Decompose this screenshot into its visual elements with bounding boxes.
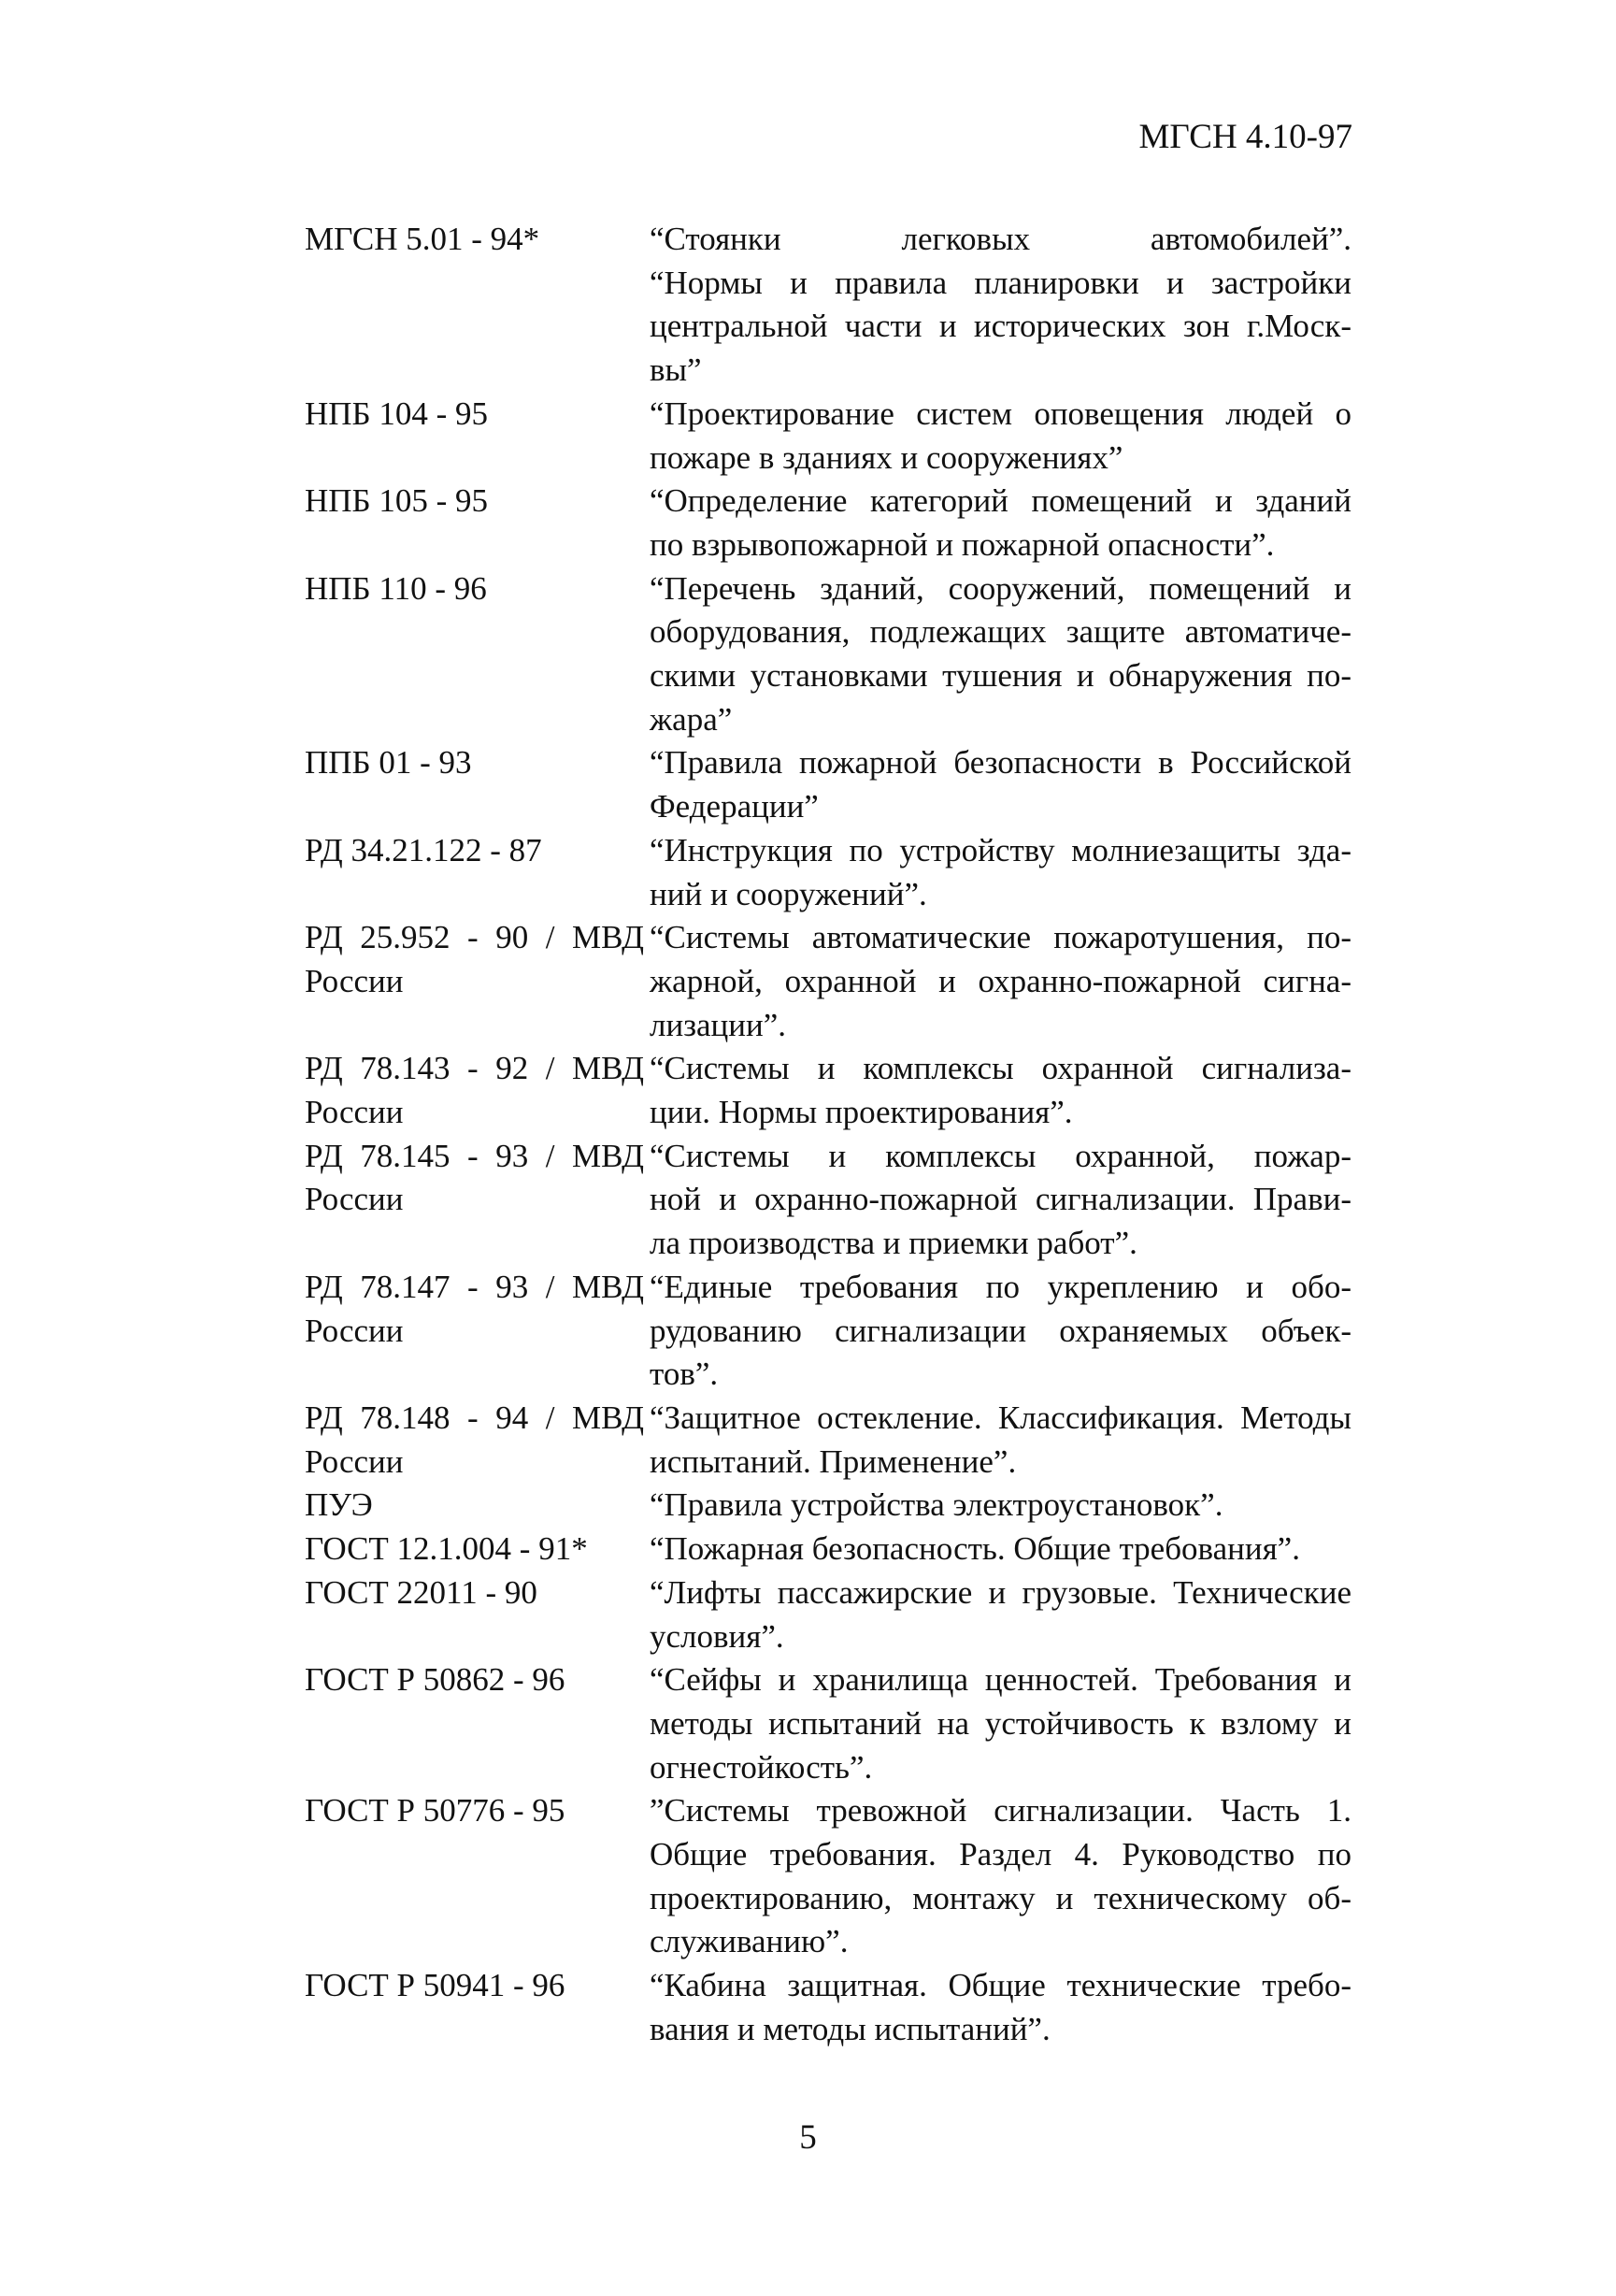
reference-title-line: “Перечень зданий, сооружений, помещений и [650, 569, 1351, 607]
reference-code [305, 567, 650, 611]
reference-code-line: России [305, 962, 404, 999]
reference-code [305, 1397, 650, 1484]
reference-title-line: “Инструкция по устройству молниезащиты зда- [650, 831, 1351, 868]
reference-title [650, 393, 1351, 480]
reference-entry [305, 1964, 1351, 2051]
reference-title-line: пожаре в зданиях и сооружениях” [650, 438, 1123, 476]
reference-code-line: ГОСТ Р 50941 - 96 [305, 1967, 565, 2004]
reference-title-line: методы испытаний на устойчивость к взлому и [650, 1704, 1351, 1742]
reference-entry [305, 1658, 1351, 1789]
reference-title-line: жара” [650, 700, 733, 738]
reference-code-line: РД 78.148 - 94 / МВД [305, 1399, 644, 1436]
reference-code [305, 829, 650, 873]
reference-title-line: условия”. [650, 1617, 784, 1655]
reference-title-line: “Нормы и правила планировки и застройки [650, 264, 1351, 301]
reference-code [305, 1789, 650, 1833]
reference-entry [305, 393, 1351, 480]
reference-code-line: ПУЭ [305, 1486, 373, 1524]
reference-code-line: НПБ 104 - 95 [305, 395, 489, 432]
reference-title-line: “Сейфы и хранилища ценностей. Требования и [650, 1661, 1351, 1699]
reference-entry [305, 1484, 1351, 1528]
reference-code [305, 1484, 650, 1528]
reference-title-line: “Правила устройства электроустановок”. [650, 1486, 1223, 1524]
reference-entry [305, 1047, 1351, 1134]
reference-code-line: РД 25.952 - 90 / МВД [305, 919, 644, 956]
reference-title [650, 1266, 1351, 1397]
reference-code-line: ГОСТ Р 50776 - 95 [305, 1792, 565, 1830]
reference-title-line: “Защитное остекление. Классификация. Методы [650, 1399, 1351, 1436]
reference-title-line: испытаний. Применение”. [650, 1442, 1017, 1480]
reference-title-line: “Лифты пассажирские и грузовые. Технические [650, 1573, 1351, 1611]
reference-title-line: тов”. [650, 1356, 719, 1393]
reference-title-line: ”Системы тревожной сигнализации. Часть 1. [650, 1792, 1351, 1830]
document-code-header: МГСН 4.10-97 [1138, 118, 1352, 156]
reference-code-line: России [305, 1094, 404, 1131]
reference-code-line: НПБ 110 - 96 [305, 569, 487, 607]
reference-title-line: ции. Нормы проектирования”. [650, 1094, 1073, 1131]
reference-title-line: оборудования, подлежащих защите автоматиче- [650, 613, 1351, 651]
reference-title [650, 829, 1351, 916]
reference-code [305, 741, 650, 785]
reference-title-line: “Системы и комплексы охранной сигнализа- [650, 1050, 1351, 1087]
reference-code-line: РД 34.21.122 - 87 [305, 831, 542, 868]
reference-entry [305, 567, 1351, 742]
reference-title-line: ной и охранно-пожарной сигнализации. Прави- [650, 1181, 1351, 1218]
reference-entry [305, 1571, 1351, 1658]
reference-entry [305, 480, 1351, 567]
reference-code-line: ППБ 01 - 93 [305, 744, 472, 782]
reference-title [650, 1528, 1351, 1571]
reference-title-line: “Системы и комплексы охранной, пожар- [650, 1137, 1351, 1174]
reference-title [650, 1571, 1351, 1658]
reference-title-line: “Пожарная безопасность. Общие требования”. [650, 1530, 1300, 1568]
reference-code-line: РД 78.145 - 93 / МВД [305, 1137, 644, 1174]
reference-code [305, 480, 650, 524]
reference-title [650, 1135, 1351, 1266]
reference-entry [305, 916, 1351, 1047]
reference-title [650, 916, 1351, 1047]
normative-references-list [305, 218, 1351, 2052]
reference-title-line: жарной, охранной и охранно-пожарной сигна- [650, 962, 1351, 999]
reference-code [305, 916, 650, 1003]
reference-entry [305, 218, 1351, 393]
reference-title-line: проектированию, монтажу и техническому об- [650, 1879, 1351, 1916]
reference-entry [305, 1397, 1351, 1484]
reference-entry [305, 1266, 1351, 1397]
reference-title [650, 218, 1351, 393]
reference-title-line: вания и методы испытаний”. [650, 2010, 1051, 2047]
reference-code [305, 1047, 650, 1134]
reference-code-line: России [305, 1312, 404, 1349]
reference-code [305, 1528, 650, 1571]
reference-title-line: “Кабина защитная. Общие технические требо- [650, 1967, 1351, 2004]
reference-code [305, 1658, 650, 1702]
reference-title [650, 1484, 1351, 1528]
reference-code-line: НПБ 105 - 95 [305, 482, 489, 520]
reference-entry [305, 1135, 1351, 1266]
reference-title-line: служиванию”. [650, 1923, 849, 1960]
reference-entry [305, 741, 1351, 828]
reference-code-line: России [305, 1181, 404, 1218]
reference-entry [305, 1789, 1351, 1964]
reference-title [650, 480, 1351, 567]
reference-code-line: России [305, 1442, 404, 1480]
reference-title-line: “Единые требования по укреплению и обо- [650, 1268, 1351, 1305]
reference-title-line: вы” [650, 352, 702, 389]
reference-title-line: центральной части и исторических зон г.Моск- [650, 308, 1351, 345]
reference-code [305, 1964, 650, 2008]
reference-code-line: РД 78.143 - 92 / МВД [305, 1050, 644, 1087]
reference-title-line: “Правила пожарной безопасности в Российской [650, 744, 1351, 782]
reference-title-line: ла производства и приемки работ”. [650, 1225, 1137, 1262]
reference-title-line: скими установками тушения и обнаружения по- [650, 657, 1351, 695]
reference-title-line: “Системы автоматические пожаротушения, по- [650, 919, 1351, 956]
reference-title-line: по взрывопожарной и пожарной опасности”. [650, 525, 1275, 563]
reference-code-line: ГОСТ 22011 - 90 [305, 1573, 537, 1611]
reference-title-line: Общие требования. Раздел 4. Руководство по [650, 1836, 1351, 1873]
reference-entry [305, 1528, 1351, 1571]
reference-code [305, 393, 650, 437]
reference-title-line: огнестойкость”. [650, 1748, 873, 1786]
reference-code [305, 1135, 650, 1222]
reference-title-line: “Определение категорий помещений и зданий [650, 482, 1351, 520]
reference-code [305, 1571, 650, 1615]
reference-title [650, 1658, 1351, 1789]
reference-title-line: рудованию сигнализации охраняемых объек- [650, 1312, 1351, 1349]
reference-title-line: лизации”. [650, 1006, 787, 1043]
reference-title [650, 1047, 1351, 1134]
reference-code [305, 218, 650, 262]
reference-code-line: МГСН 5.01 - 94* [305, 221, 540, 257]
reference-code-line: ГОСТ 12.1.004 - 91* [305, 1530, 588, 1568]
reference-title [650, 1789, 1351, 1964]
reference-title-line: “Проектирование систем оповещения людей о [650, 395, 1351, 432]
reference-code-line: ГОСТ Р 50862 - 96 [305, 1661, 565, 1699]
reference-title-line: ний и сооружений”. [650, 875, 927, 912]
reference-entry [305, 829, 1351, 916]
reference-title [650, 741, 1351, 828]
reference-title [650, 1964, 1351, 2051]
reference-title-line: “Стоянки легковых автомобилей”. [650, 221, 1351, 257]
reference-title-line: Федерации” [650, 788, 819, 825]
reference-code [305, 1266, 650, 1353]
reference-title [650, 567, 1351, 742]
page-number: 5 [799, 2118, 817, 2157]
reference-code-line: РД 78.147 - 93 / МВД [305, 1268, 644, 1305]
reference-title [650, 1397, 1351, 1484]
